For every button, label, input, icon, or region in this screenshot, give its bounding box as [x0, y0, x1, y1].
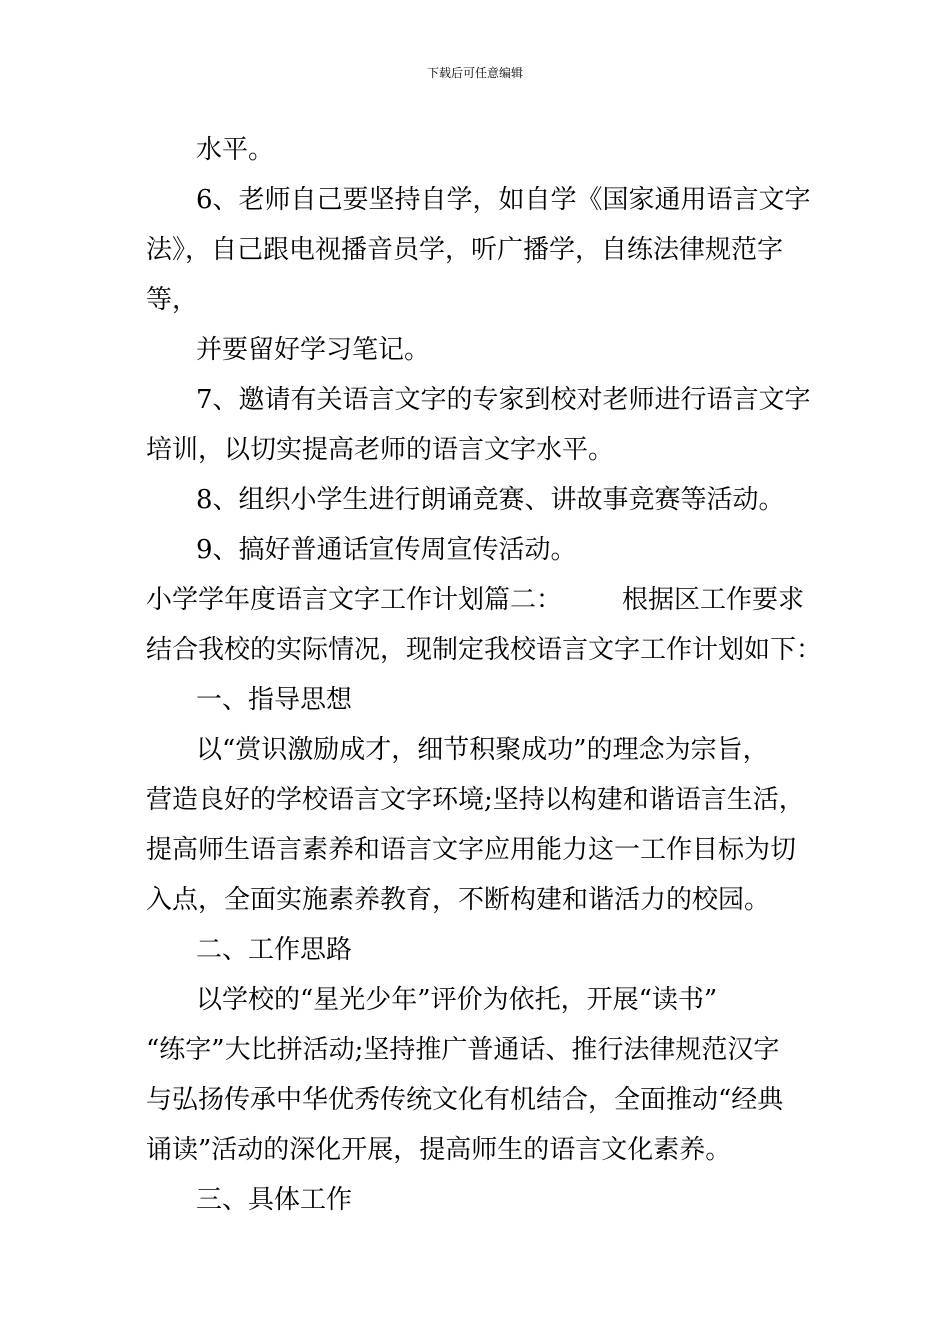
list-item-7: 7、邀请有关语言文字的专家到校对老师进行语言文字: [196, 385, 811, 415]
page-header-note: 下载后可任意编辑: [426, 66, 523, 80]
list-item-9: 9、搞好普通话宣传周宣传活动。: [196, 535, 577, 565]
text-line: 入点，全面实施素养教育，不断构建和谐活力的校园。: [146, 885, 771, 915]
text-line: 诵读”活动的深化开展，提高师生的语言文化素养。: [146, 1135, 732, 1165]
text-line: 以“赏识激励成才，细节积聚成功”的理念为宗旨，: [196, 735, 769, 765]
heading-work-approach: 二、工作思路: [196, 935, 353, 965]
text-line: 并要留好学习笔记。: [196, 335, 431, 365]
text-line: 营造良好的学校语言文字环境;坚持以构建和谐语言生活，: [146, 785, 805, 815]
text-line: “练字”大比拼活动;坚持推广普通话、推行法律规范汉字: [146, 1035, 780, 1065]
text-line: 提高师生语言素养和语言文字应用能力这一工作目标为切: [146, 835, 797, 865]
text-line: 培训，以切实提高老师的语言文字水平。: [146, 435, 615, 465]
section-title-line: [146, 580, 826, 620]
text-line: 水平。: [196, 135, 275, 165]
text-line: 以学校的“星光少年”评价为依托，开展“读书”: [196, 985, 718, 1015]
list-item-8: 8、组织小学生进行朗诵竞赛、讲故事竞赛等活动。: [196, 485, 785, 515]
section-title-continuation: 根据区工作要求: [622, 585, 805, 615]
heading-specific-work: 三、具体工作: [196, 1185, 353, 1215]
text-line: 与弘扬传承中华优秀传统文化有机结合，全面推动“经典: [146, 1085, 784, 1115]
text-line: 结合我校的实际情况，现制定我校语言文字工作计划如下：: [146, 635, 823, 665]
list-item-6: 6、老师自己要坚持自学，如自学《国家通用语言文字: [196, 185, 811, 215]
section-title: 小学学年度语言文字工作计划篇二：: [146, 585, 563, 615]
heading-guiding-thought: 一、指导思想: [196, 685, 353, 715]
text-line: 法》，自己跟电视播音员学，听广播学，自练法律规范字: [146, 235, 784, 265]
text-line: 等，: [146, 285, 199, 315]
